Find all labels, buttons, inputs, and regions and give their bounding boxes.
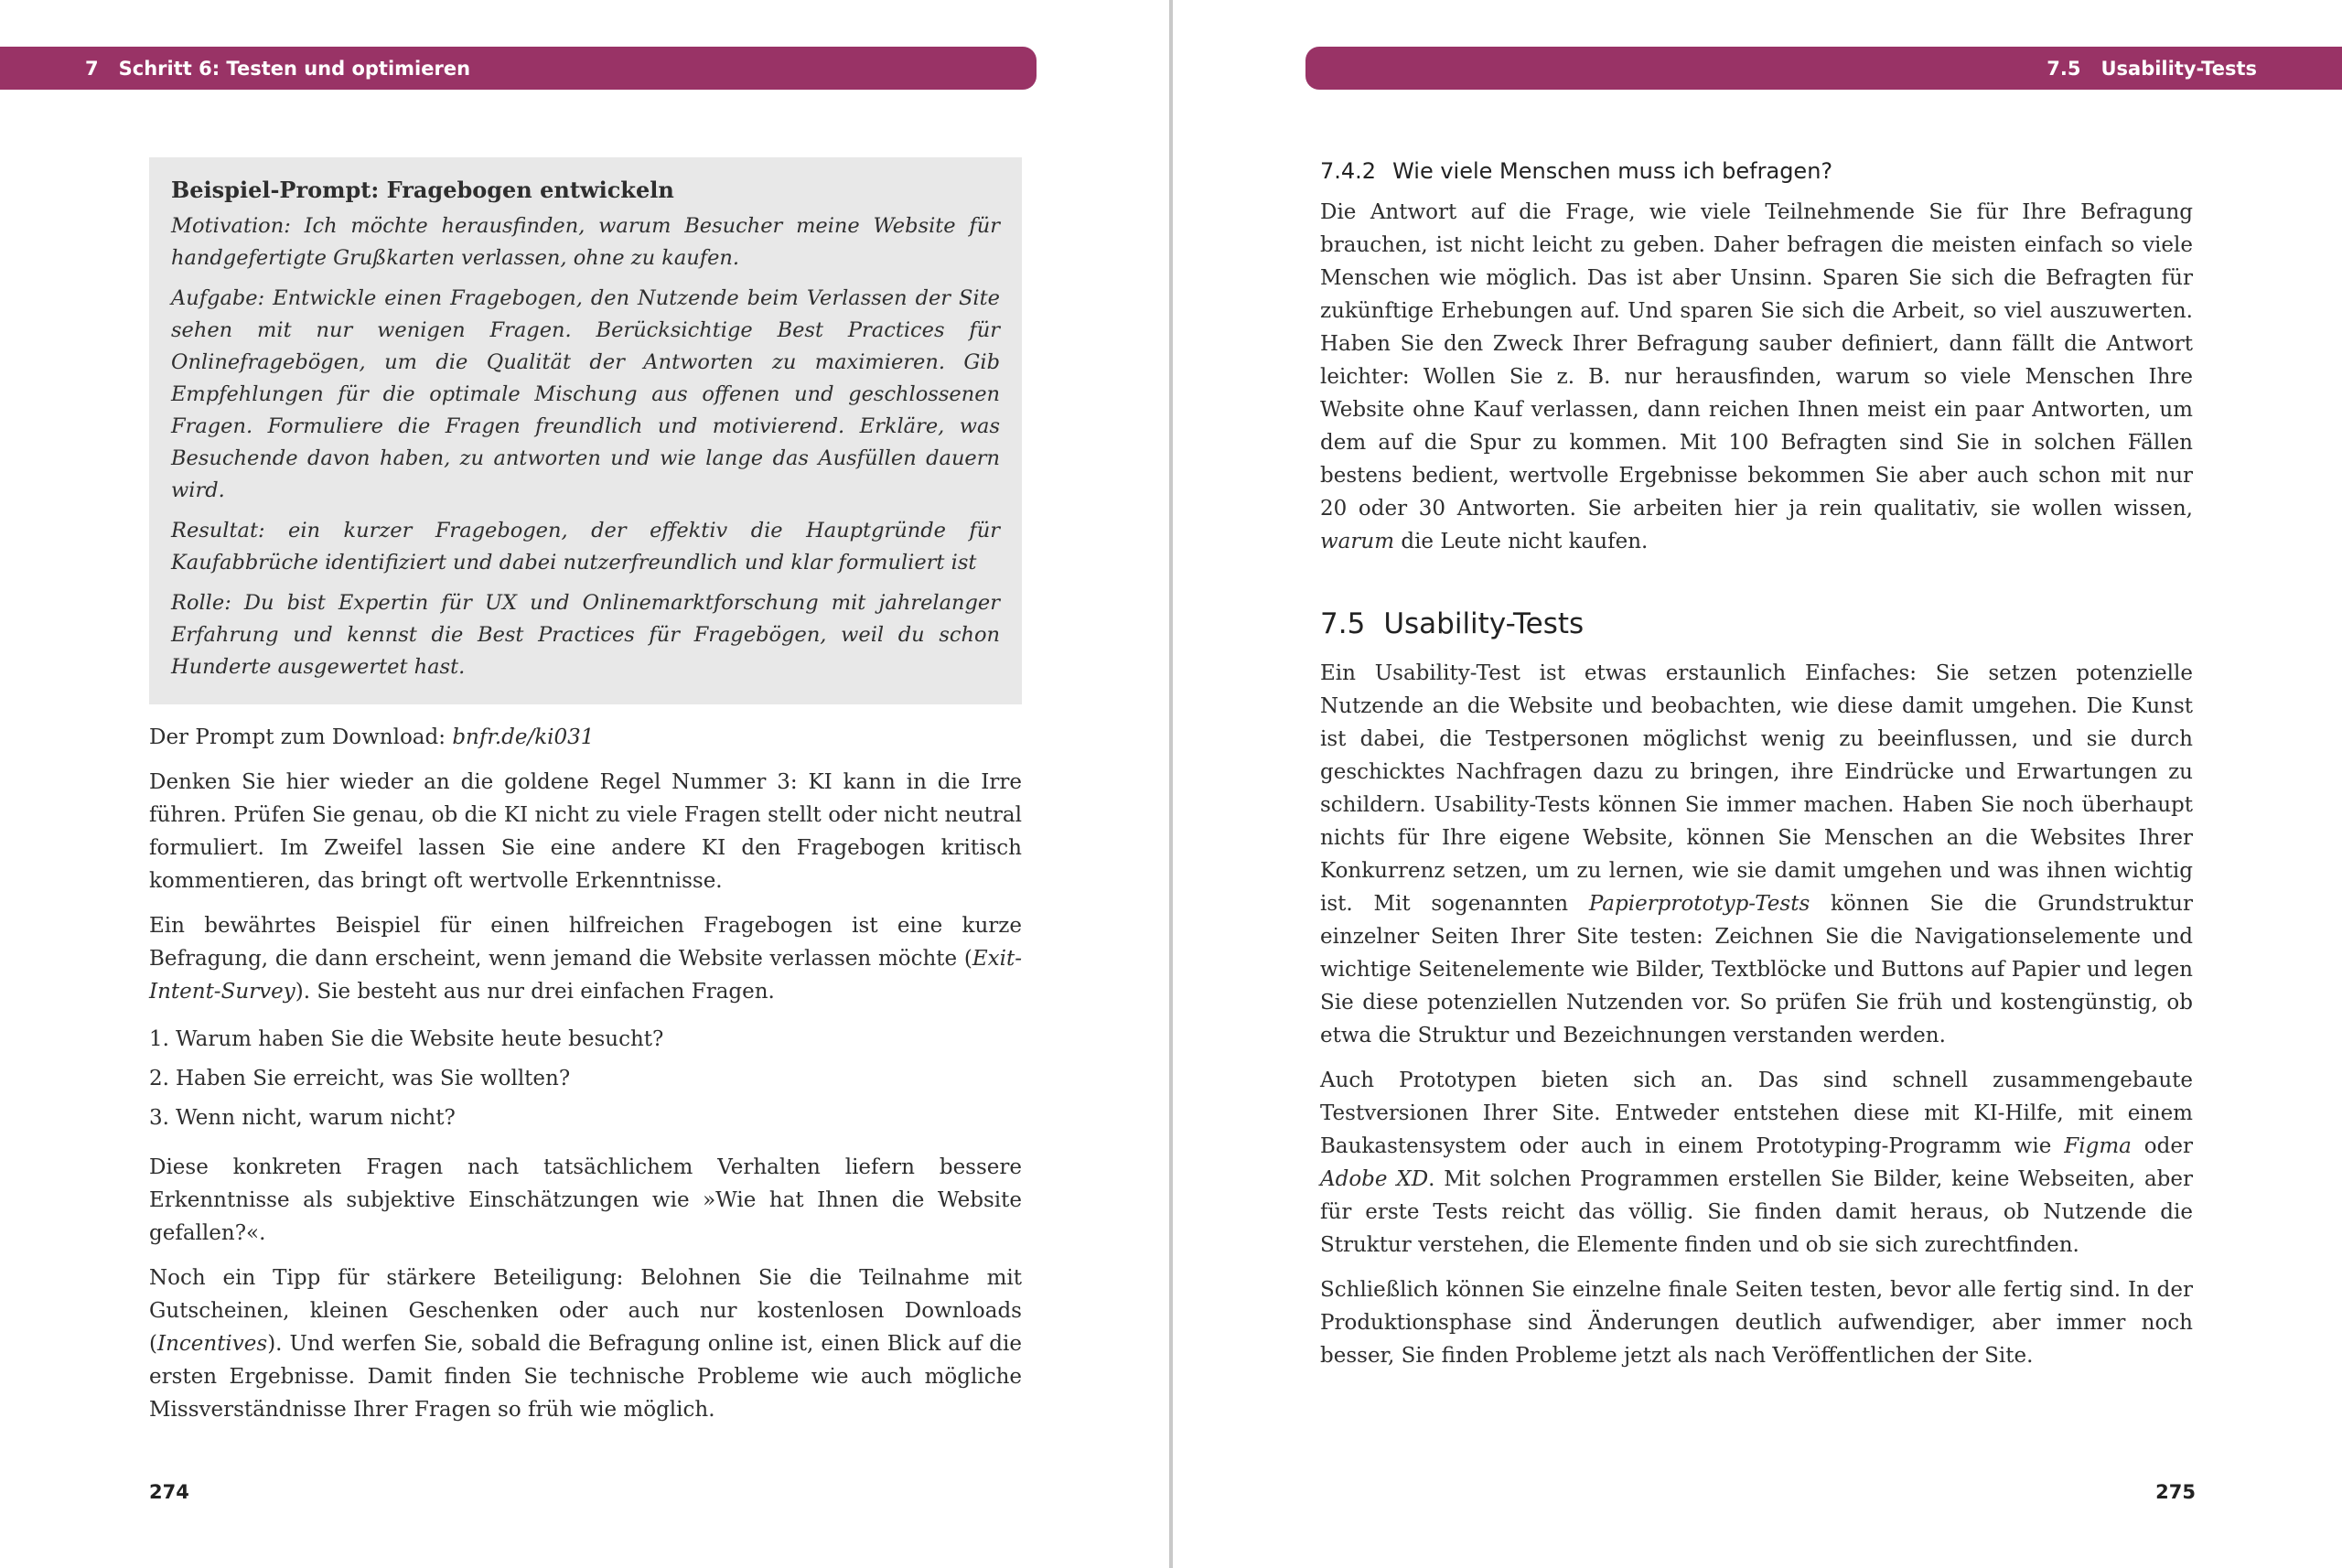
list-number: 3. xyxy=(149,1106,169,1130)
left-content xyxy=(149,157,1022,1438)
paragraph-incentives xyxy=(149,1262,1022,1426)
chapter-title: Schritt 6: Testen und optimieren xyxy=(118,57,471,80)
list-text: Haben Sie erreicht, was Sie wollten? xyxy=(176,1067,571,1090)
download-line xyxy=(149,721,1022,754)
subsection-heading xyxy=(1320,156,2193,187)
box-role: Rolle: Du bist Expertin für UX und Onlinemarktforschung mit jahrelanger Erfahrung und kennst die Best Practices für Fragebögen, weil du schon Hunderte ausgewertet hast. xyxy=(171,591,1000,679)
text-run: können Sie die Grundstruktur einzelner Seiten Ihrer Site testen: Zeichnen Sie die Navigationselemente und wichtige Seitenelemente wie Bilder, Textblöcke und Buttons auf Papier und legen Sie diese potenziellen Nutzenden vor. So prüfen Sie früh und kostengünstig, ob etwa die Struktur und Bezeichnungen verstanden werden. xyxy=(1320,892,2193,1047)
section-number: 7.5 xyxy=(1320,607,1366,640)
list-number: 1. xyxy=(149,1027,169,1051)
section-title-header: Usability-Tests xyxy=(2100,57,2257,80)
emphasis-incentives: Incentives xyxy=(156,1332,268,1356)
download-text: Der Prompt zum Download: xyxy=(149,725,453,749)
text-run: Noch ein Tipp für stärkere Beteiligung: Belohnen Sie die Teilnahme mit Gutscheinen, kleinen Geschenken oder auch nur kostenlosen Downloads ( xyxy=(149,1266,1022,1356)
section-title: Usability-Tests xyxy=(1383,607,1585,640)
paragraph-exit-intent xyxy=(149,909,1022,1008)
box-task: Aufgabe: Entwickle einen Fragebogen, den Nutzende beim Verlassen der Site sehen mit nur wenigen Fragen. Berücksichtige Best Practices für Onlinefragebögen, um die Qualität der Antworten zu maximieren. Gib Empfehlungen für die optimale Mischung aus offenen und geschlossenen Fragen. Formuliere die Fragen freundlich und motivierend. Erkläre, was Besuchende davon haben, zu antworten und wie lange das Ausfüllen dauern wird. xyxy=(171,286,1000,502)
emphasis-exit-intent: Exit-Intent-Survey xyxy=(149,947,1022,1004)
question-list xyxy=(149,1020,1022,1138)
paragraph-prototypes xyxy=(1320,1064,2193,1262)
emphasis-warum: warum xyxy=(1320,530,1395,553)
list-number: 2. xyxy=(149,1067,169,1090)
text-run: Ein Usability-Test ist etwas erstaunlich Einfaches: Sie setzen potenzielle Nutzende an die Website und beobachten, wie diese damit umgehen. Die Kunst ist dabei, die Testpersonen möglichst wenig zu beeinflussen, und sie durch geschicktes Nachfragen dazu zu bringen, ihre Eindrücke und Erwartungen zu schildern. Usability-Tests können Sie immer machen. Haben Sie noch überhaupt nichts für Ihre eigene Website, können Sie Menschen an die Websites Ihrer Konkurrenz setzen, um zu lernen, wie sie damit umgehen und was ihnen wichtig ist. Mit sogenannten xyxy=(1320,661,2193,916)
list-item xyxy=(149,1059,1022,1099)
text-run: oder xyxy=(2131,1134,2193,1158)
text-run: Auch Prototypen bieten sich an. Das sind schnell zusammengebaute Testversionen Ihrer Site. Entweder entstehen diese mit KI-Hilfe, mit einem Baukastensystem oder auch in einem Prototyping-Programm wie xyxy=(1320,1069,2193,1158)
subsection-title: Wie viele Menschen muss ich befragen? xyxy=(1392,158,1833,184)
emphasis-figma: Figma xyxy=(2064,1134,2132,1158)
section-number-header: 7.5 xyxy=(2047,57,2081,80)
emphasis-adobe-xd: Adobe XD xyxy=(1320,1167,1429,1191)
text-run: . Mit solchen Programmen erstellen Sie Bilder, keine Webseiten, aber für erste Tests reicht das völlig. Sie finden damit heraus, ob Nutzende die Struktur verstehen, die Elemente finden und ob sie sich zurechtfinden. xyxy=(1320,1167,2193,1257)
list-text: Warum haben Sie die Website heute besucht? xyxy=(176,1027,664,1051)
text-run: die Leute nicht kaufen. xyxy=(1394,530,1649,553)
section-heading xyxy=(1320,606,2193,642)
example-box-title: Beispiel-Prompt: Fragebogen entwickeln xyxy=(171,177,674,203)
left-page xyxy=(0,0,1169,1568)
paragraph-how-many xyxy=(1320,196,2193,558)
paragraph-usability-intro xyxy=(1320,657,2193,1052)
list-item xyxy=(149,1020,1022,1059)
right-content xyxy=(1320,156,2193,1384)
text-run: ). Sie besteht aus nur drei einfachen Fragen. xyxy=(295,980,775,1004)
paragraph-concrete-questions: Diese konkreten Fragen nach tatsächlichem Verhalten liefern bessere Erkenntnisse als subjektive Einschätzungen wie »Wie hat Ihnen die Website gefallen?«. xyxy=(149,1155,1022,1245)
text-run: ). Und werfen Sie, sobald die Befragung online ist, einen Blick auf die ersten Ergebnisse. Damit finden Sie technische Probleme wie auch mögliche Missverständnisse Ihrer Fragen so früh wie möglich. xyxy=(149,1332,1022,1422)
example-prompt-box xyxy=(149,157,1022,704)
subsection-number: 7.4.2 xyxy=(1320,158,1377,184)
chapter-number: 7 xyxy=(85,57,99,80)
list-text: Wenn nicht, warum nicht? xyxy=(176,1106,456,1130)
download-link[interactable]: bnfr.de/ki031 xyxy=(452,725,595,749)
page-number-right: 275 xyxy=(2155,1481,2196,1503)
box-motivation: Motivation: Ich möchte herausfinden, warum Besucher meine Website für handgefertigte Grußkarten verlassen, ohne zu kaufen. xyxy=(171,214,1000,270)
page-number-left: 274 xyxy=(149,1481,189,1503)
emphasis-paper-prototype: Papierprototyp-Tests xyxy=(1588,892,1810,916)
running-header-right xyxy=(1305,47,2342,90)
list-item xyxy=(149,1099,1022,1138)
paragraph-golden-rule: Denken Sie hier wieder an die goldene Regel Nummer 3: KI kann in die Irre führen. Prüfen Sie genau, ob die KI nicht zu viele Fragen stellt oder nicht neutral formuliert. Im Zweifel lassen Sie eine andere KI den Fragebogen kritisch kommentieren, das bringt oft wertvolle Erkenntnisse. xyxy=(149,770,1022,893)
text-run: Die Antwort auf die Frage, wie viele Teilnehmende Sie für Ihre Befragung brauchen, ist nicht leicht zu geben. Daher befragen die meisten einfach so viele Menschen wie möglich. Das ist aber Unsinn. Sparen Sie sich die Befragten für zukünftige Erhebungen auf. Und sparen Sie sich die Arbeit, so viel auszuwerten. Haben Sie den Zweck Ihrer Befragung sauber definiert, dann fällt die Antwort leichter: Wollen Sie z. B. nur herausfinden, warum so viele Menschen Ihre Website ohne Kauf verlassen, dann reichen Ihnen meist ein paar Antworten, um dem auf die Spur zu kommen. Mit 100 Befragten sind Sie in solchen Fällen bestens bedient, wertvolle Ergebnisse bekommen Sie aber auch schon mit nur 20 oder 30 Antworten. Sie arbeiten hier ja rein qualitativ, sie wollen wissen, xyxy=(1320,200,2193,521)
paragraph-final-pages: Schließlich können Sie einzelne finale Seiten testen, bevor alle fertig sind. In der Produktionsphase sind Änderungen deutlich aufwendiger, aber immer noch besser, Sie finden Probleme jetzt als nach Veröffentlichen der Site. xyxy=(1320,1278,2193,1368)
right-page xyxy=(1173,0,2342,1568)
text-run: Ein bewährtes Beispiel für einen hilfreichen Fragebogen ist eine kurze Befragung, die dann erscheint, wenn jemand die Website verlassen möchte ( xyxy=(149,914,1022,971)
running-header-left xyxy=(0,47,1037,90)
box-result: Resultat: ein kurzer Fragebogen, der effektiv die Hauptgründe für Kaufabbrüche identifiziert und dabei nutzerfreundlich und klar formuliert ist xyxy=(171,519,1000,575)
